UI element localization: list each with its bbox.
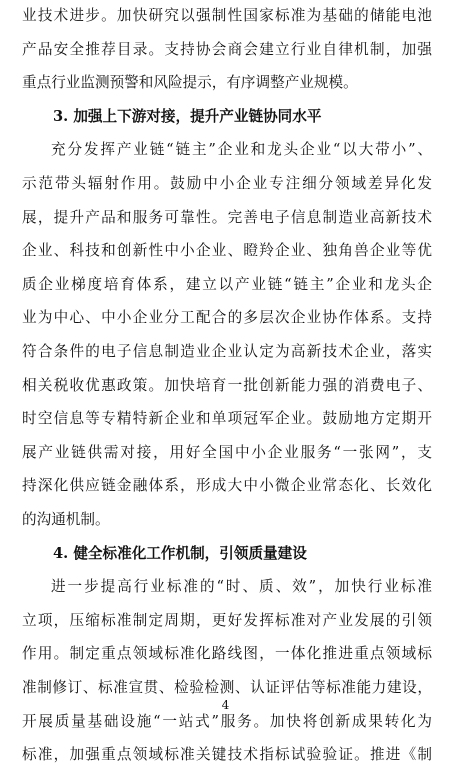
paragraph-line: 充分发挥产业链“链主”企业和龙头企业“以大带小”、: [51, 141, 432, 159]
paragraph-line: 展产业链供需对接，用好全国中小企业服务“一张网”，支: [22, 443, 432, 461]
paragraph-line: 标准，加强重点领域标准关键技术指标试验验证。推进《制: [22, 746, 432, 764]
paragraph-line: 符合条件的电子信息制造业企业认定为高新技术企业，落实: [22, 343, 432, 360]
paragraph-line: 业为中心、中小企业分工配合的多层次企业协作体系。支持: [22, 309, 432, 327]
paragraph-line: 产品安全推荐目录。支持协会商会建立行业自律机制，加强: [22, 40, 432, 58]
page-number: 4: [221, 698, 230, 712]
paragraph-line: 业技术进步。加快研究以强制性国家标准为基础的储能电池: [22, 7, 432, 24]
paragraph-line: 企业、科技和创新性中小企业、瞪羚企业、独角兽企业等优: [22, 242, 432, 260]
paragraph-line: 的沟通机制。: [22, 511, 110, 528]
paragraph-line: 示范带头辐射作用。鼓励中小企业专注细分领域差异化发: [22, 175, 432, 192]
paragraph-line: 展，提升产品和服务可靠性。完善电子信息制造业高新技术: [22, 208, 432, 226]
paragraph-line: 立项，压缩标准制定周期，更好发挥标准对产业发展的引领: [22, 611, 432, 629]
paragraph-line: 开展质量基础设施“一站式”服务。加快将创新成果转化为: [22, 712, 432, 730]
paragraph-line: 质企业梯度培育体系，建立以产业链“链主”企业和龙头企: [22, 275, 432, 293]
paragraph-line: 准制修订、标准宣贯、检验检测、认证评估等标准能力建设，: [22, 679, 432, 696]
paragraph-line: 相关税收优惠政策。加快培育一批创新能力强的消费电子、: [22, 376, 432, 394]
paragraph-line: 作用。制定重点领域标准化路线图，一体化推进重点领域标: [22, 645, 432, 663]
paragraph-line: 时空信息等专精特新企业和单项冠军企业。鼓励地方定期开: [22, 410, 432, 428]
paragraph-line: 持深化供应链金融体系，形成大中小微企业常态化、长效化: [22, 477, 432, 495]
paragraph-line: 进一步提高行业标准的“时、质、效”，加快行业标准: [51, 578, 432, 596]
section-heading-4: 4. 健全标准化工作机制，引领质量建设: [53, 544, 307, 562]
paragraph-line: 重点行业监测预警和风险提示，有序调整产业规模。: [22, 74, 358, 92]
section-heading-3: 3. 加强上下游对接，提升产业链协同水平: [53, 107, 322, 125]
